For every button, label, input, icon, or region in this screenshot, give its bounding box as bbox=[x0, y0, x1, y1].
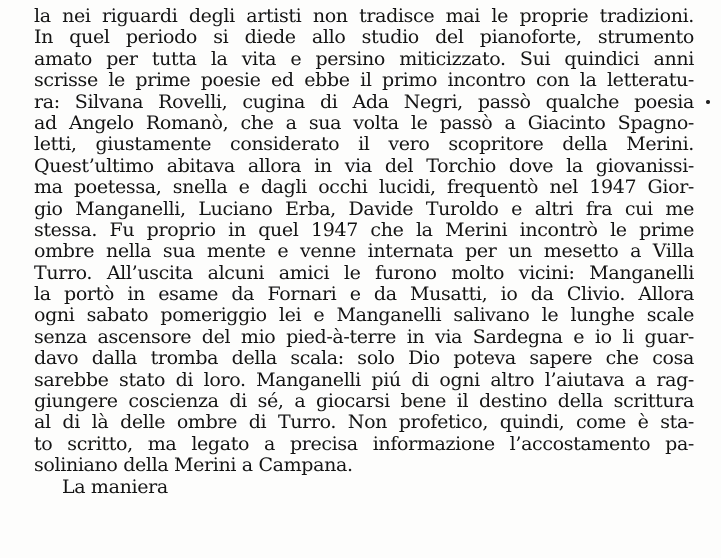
text-line-partial: La maniera bbox=[62, 475, 168, 498]
text-line: amato per tutta la vita e persino miticizzato. Sui quindici anni bbox=[34, 47, 694, 70]
text-line: ombre nella sua mente e venne internata per un mesetto a Villa bbox=[34, 240, 694, 263]
text-line: to scritto, ma legato a precisa informazione l’accostamento pa- bbox=[34, 432, 694, 455]
text-line: sarebbe stato di loro. Manganelli piú di ogni altro l’aiutava a rag- bbox=[34, 368, 694, 391]
text-line: ogni sabato pomeriggio lei e Manganelli salivano le lunghe scale bbox=[34, 304, 694, 327]
text-line: scrisse le prime poesie ed ebbe il primo incontro con la letteratu- bbox=[34, 69, 694, 92]
text-line: ad Angelo Romanò, che a sua volta le passò a Giacinto Spagno- bbox=[34, 111, 694, 134]
text-line: letti, giustamente considerato il vero scopritore della Merini. bbox=[34, 133, 694, 156]
text-line: Quest’ultimo abitava allora in via del Torchio dove la giovanissi- bbox=[34, 154, 694, 177]
margin-dot bbox=[706, 100, 710, 104]
text-line: davo dalla tromba della scala: solo Dio poteva sapere che cosa bbox=[34, 347, 694, 370]
text-line: al di là delle ombre di Turro. Non profetico, quindi, come è sta- bbox=[34, 411, 694, 434]
text-line: ra: Silvana Rovelli, cugina di Ada Negri, passò qualche poesia bbox=[34, 90, 694, 113]
text-line: la nei riguardi degli artisti non tradisce mai le proprie tradizioni. bbox=[34, 5, 694, 27]
body-text bbox=[34, 5, 694, 498]
text-line: la portò in esame da Fornari e da Musatti, io da Clivio. Allora bbox=[34, 283, 694, 306]
text-line: Turro. All’uscita alcuni amici le furono molto vicini: Manganelli bbox=[34, 261, 694, 284]
text-line: giungere coscienza di sé, a giocarsi bene il destino della scrittura bbox=[34, 390, 694, 413]
text-line: In quel periodo si diede allo studio del pianoforte, strumento bbox=[34, 26, 694, 49]
text-line: gio Manganelli, Luciano Erba, Davide Turoldo e altri fra cui me bbox=[34, 197, 694, 220]
text-line: soliniano della Merini a Campana. bbox=[34, 454, 353, 477]
text-line: ma poetessa, snella e dagli occhi lucidi, frequentò nel 1947 Gior- bbox=[34, 176, 694, 199]
text-line: senza ascensore del mio pied-à-terre in via Sardegna e io li guar- bbox=[34, 325, 694, 348]
text-line: stessa. Fu proprio in quel 1947 che la Merini incontrò le prime bbox=[34, 218, 694, 241]
